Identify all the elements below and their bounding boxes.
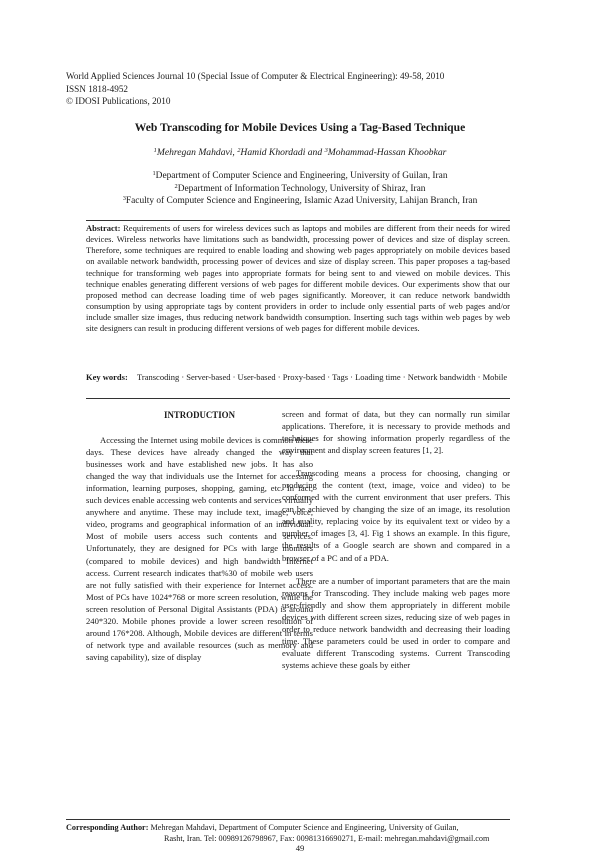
abstract-top-rule: [86, 220, 510, 221]
keywords-text: Transcoding · Server-based · User-based · Proxy-based · Tags · Loading time · Network bandwidth · Mobile: [137, 372, 508, 382]
author-sup: 1: [153, 147, 157, 154]
abstract-text: Requirements of users for wireless devices such as laptops and mobiles are different from their needs for wired devices. Wireless networks have limitations such as bandwidth, processing power of devices and size of display screen. Therefore, some techniques are required to enable loading and showing web pages appropriately on mobile devices based on available network bandwidth, processing power of devices and size of display screen. This paper proposes a tag-based technique for transforming web pages into appropriate formats for being sent to and viewed on mobile devices. This technique enables generating different versions of web pages for different mobile devices. Our experiments show that our proposed method can decrease loading time of web pages significantly. Moreover, it can reduce network bandwidth consumption by using appropriate tags by content providers in order to include only essential parts of web pages and/or include smaller size images, thus reducing network bandwidth consumption. Inserting such tags within web pages by web site designers can result in producing different versions of web pages for different mobile devices.: [86, 223, 510, 334]
affiliation: [0, 170, 600, 183]
affiliation-text: Department of Information Technology, University of Shiraz, Iran: [177, 183, 426, 194]
abstract: [86, 223, 510, 335]
right-column: [282, 408, 510, 682]
author-sup: 3: [324, 147, 328, 154]
affiliation-text: Department of Computer Science and Engineering, University of Guilan, Iran: [155, 171, 448, 181]
paragraph: There are a number of important parameters that are the main reasons for Transcoding. They include making web pages more user-friendly and show them appropriately in different mobile devices with different screen sizes, reducing size of web pages in order to reduce network bandwidth and decreasing their loading time. These parameters could be used in order to compare and evaluate different Transcoding systems. Current Transcoding systems achieve these goals by either: [282, 575, 510, 670]
left-column: [86, 408, 313, 674]
author-sup: 2: [237, 147, 241, 154]
copyright: © IDOSI Publications, 2010: [66, 96, 171, 107]
paragraph: Accessing the Internet using mobile devices is common these days. These devices have already changed the way that businesses work and have established new jobs. It has also changed the way that individuals use the Internet for accessing information, learning purposes, shopping, gaming, etc. In fact, such devices enable accessing web contents and services virtually anywhere and anytime. These may include text, image, voice, video, programs and geographical information of an individual. Most of mobile users access such contents and services. Unfortunately, they are designed for PCs with large monitors (compared to mobile devices) and high bandwidth Internet access. Current research indicates that%30 of mobile web users are not fully satisfied with their experience for Internet access. Most of PCs have 1024*768 or more screen resolution, while the screen resolution of Personal Digital Assistants (PDA) is around 240*320. Mobile phones provide a lower screen resolution of around 176*208. Although, Mobile devices are different in terms of network type and available resources (such as memory and saving capability), size of display: [86, 435, 313, 662]
corresponding-author-text: Mehregan Mahdavi, Department of Computer Science and Engineering, University of Guilan,: [150, 823, 459, 832]
affiliation-sup: 2: [174, 182, 178, 190]
keywords-label: Key words:: [86, 372, 128, 382]
affiliation: [0, 195, 600, 208]
page-number: 49: [295, 843, 305, 853]
issn: ISSN 1818-4952: [66, 83, 129, 94]
footnote-line1: [66, 822, 510, 833]
affiliation-sup: 3: [122, 195, 126, 203]
author-name: Hamid Khordadi and: [240, 147, 325, 158]
keywords: [86, 372, 510, 384]
author-name: Mohammad-Hassan Khoobkar: [327, 147, 447, 158]
affiliation: [0, 183, 600, 196]
affiliation-sup: 1: [152, 170, 156, 177]
section-heading: INTRODUCTION: [163, 410, 235, 420]
corresponding-author-note: [66, 822, 510, 845]
journal-citation: World Applied Sciences Journal 10 (Special Issue of Computer & Electrical Engineering): 49-58, 2010: [66, 71, 445, 81]
journal-header: [66, 70, 444, 108]
author-name: Mehregan Mahdavi,: [156, 147, 238, 158]
author-list: [0, 147, 600, 158]
affiliation-list: [0, 170, 600, 208]
affiliation-text: Faculty of Computer Science and Engineering, Islamic Azad University, Lahijan Branch, Iran: [125, 196, 478, 207]
abstract-label: Abstract:: [86, 223, 121, 233]
footnote-rule: [66, 819, 510, 820]
keywords-bottom-rule: [86, 398, 510, 399]
footnote-line2: Rasht, Iran. Tel: 00989126798967, Fax: 00981316690271, E-mail: mehregan.mahdavi@gmail.com: [164, 834, 490, 844]
paragraph: Transcoding means a process for choosing, changing or producing the content (text, image, voice and video) to be conformed with the current environment that user prefers. This can be achieved by changing the size of an image, its resolution and quality, replacing voice by its equivalent text or video by a number of images [3, 4]. Fig 1 shows an example. In this figure, the results of a Google search are shown and compared in a browser of a PC and of a PDA.: [282, 468, 510, 563]
paper-title: Web Transcoding for Mobile Devices Using a Tag-Based Technique: [134, 121, 466, 134]
paragraph: screen and format of data, but they can normally run similar applications. Therefore, it is necessary to provide methods and techniques for showing information properly regardless of the environment and display screen features [1, 2].: [282, 409, 510, 456]
corresponding-author-label: Corresponding Author:: [66, 823, 149, 832]
